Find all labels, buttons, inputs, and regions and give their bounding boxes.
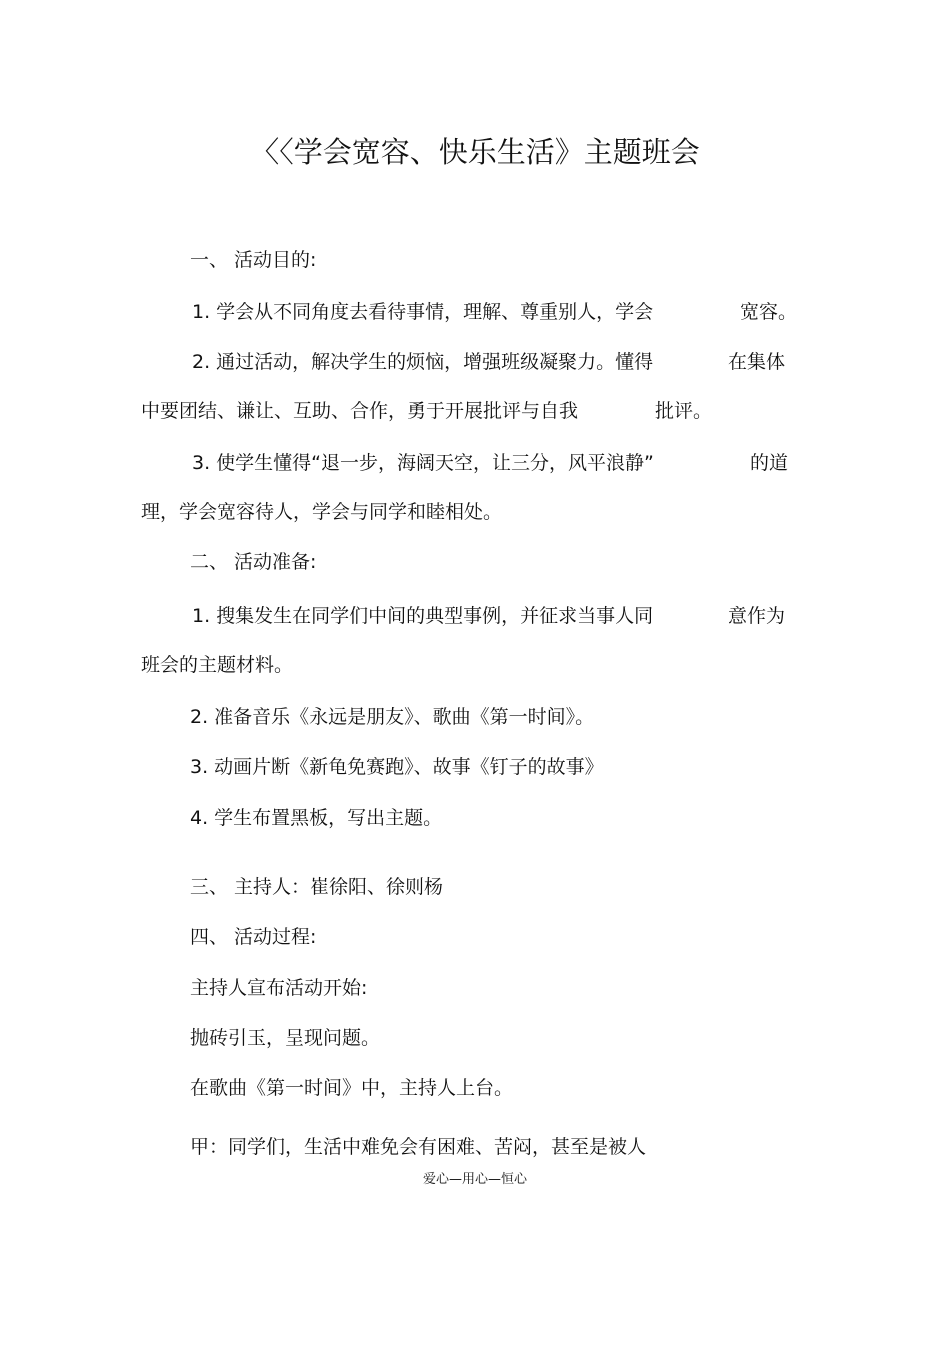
- goal-2-text-end: 在集体: [728, 351, 786, 373]
- goal-3-text: 3. 使学生懂得“退一步，海阔天空，让三分，风平浪静”: [192, 452, 654, 474]
- goal-3-text-line2: 理，学会宽容待人，学会与同学和睦相处。: [141, 501, 503, 523]
- process-line-2: 抛砖引玉，呈现问题。: [190, 1027, 381, 1049]
- prep-4-text: 4. 学生布置黑板，写出主题。: [190, 807, 443, 829]
- prep-1-text-line2: 班会的主题材料。: [141, 654, 294, 676]
- document-title: 〈〈学会宽容、快乐生活》主题班会: [250, 135, 700, 169]
- goal-1-text: 1. 学会从不同角度去看待事情，理解、尊重别人，学会: [192, 301, 654, 323]
- section-heading-prep: 二、 活动准备:: [190, 551, 317, 573]
- goal-1-text-end: 宽容。: [740, 301, 798, 323]
- prep-1-text: 1. 搜集发生在同学们中间的典型事例，并征求当事人同: [192, 605, 654, 627]
- prep-2-text: 2. 准备音乐《永远是朋友》、歌曲《第一时间》。: [190, 706, 595, 728]
- page-footer: 爱心—用心—恒心: [422, 1172, 527, 1187]
- process-line-4: 甲：同学们，生活中难免会有困难、苦闷，甚至是被人: [190, 1136, 647, 1158]
- section-heading-hosts: 三、 主持人：崔徐阳、徐则杨: [190, 876, 444, 898]
- prep-1-text-end: 意作为: [728, 605, 786, 627]
- goal-2-text-line2: 中要团结、谦让、互助、合作，勇于开展批评与自我: [141, 400, 579, 422]
- process-line-3: 在歌曲《第一时间》中，主持人上台。: [190, 1077, 514, 1099]
- goal-3-text-end: 的道: [750, 452, 789, 474]
- process-line-1: 主持人宣布活动开始:: [190, 977, 368, 999]
- section-heading-process: 四、 活动过程:: [190, 926, 317, 948]
- goal-2-text: 2. 通过活动，解决学生的烦恼，增强班级凝聚力。懂得: [192, 351, 654, 373]
- goal-2-text-line2-end: 批评。: [655, 400, 713, 422]
- prep-3-text: 3. 动画片断《新龟免赛跑》、故事《钉子的故事》: [190, 756, 604, 778]
- section-heading-goals: 一、 活动目的:: [190, 249, 317, 271]
